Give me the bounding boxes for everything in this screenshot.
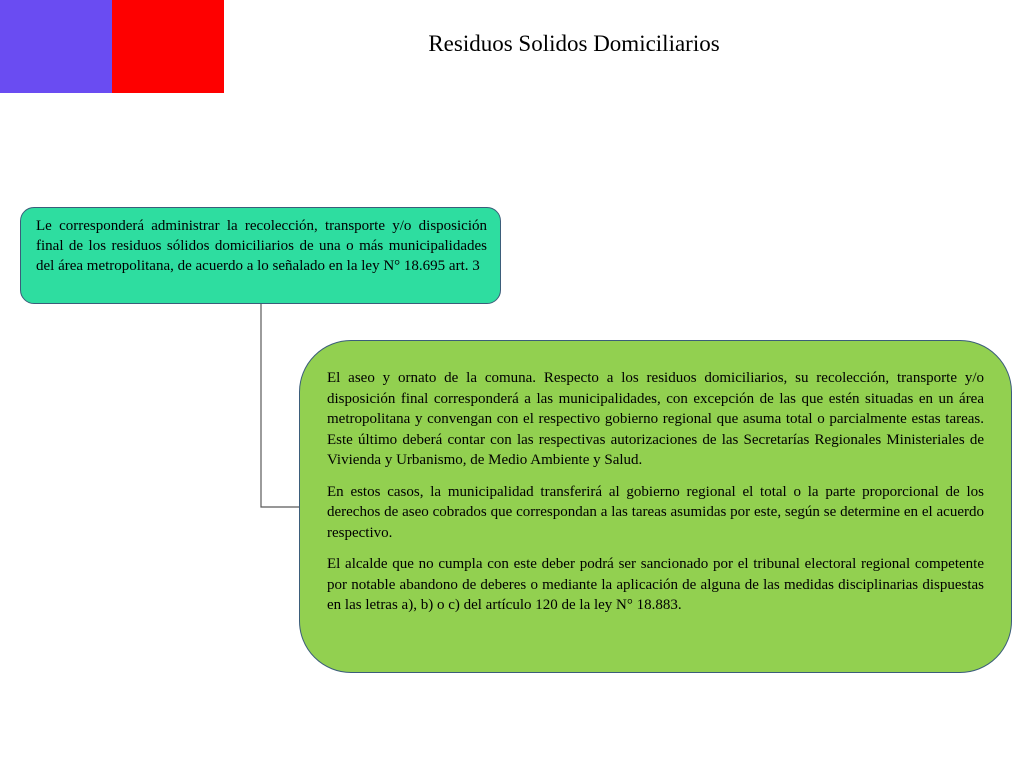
decorative-purple-block [0,0,112,93]
bottom-box-paragraph: El aseo y ornato de la comuna. Respecto a los residuos domiciliarios, su recolección, transporte y/o disposición final corresponderá a las municipalidades, con excepción de las que estén situadas en un área metropolitana y convengan con el respectivo gobierno regional que asuma total o parcialmente estas tareas. Este último deberá contar con las respectivas autorizaciones de las Secretarías Regionales Ministeriales de Vivienda y Urbanismo, de Medio Ambiente y Salud. [327,370,984,468]
connector-line [261,304,300,507]
bottom-box-paragraph: En estos casos, la municipalidad transferirá al gobierno regional el total o la parte proporcional de los derechos de aseo cobrados que correspondan a las tareas asumidas por este, según se determine en el acuerdo respectivo. [327,483,984,541]
top-box-text: Le corresponderá administrar la recolección, transporte y/o disposición final de los residuos sólidos domiciliarios de una o más municipalidades del área metropolitana, de acuerdo a lo señalado en la ley N° 18.695 art. 3 [36,218,487,274]
top-diagram-box [20,207,501,304]
bottom-diagram-box [299,340,1012,673]
slide-title: Residuos Solidos Domiciliarios [428,31,720,56]
decorative-red-block [112,0,224,93]
bottom-box-paragraph: El alcalde que no cumpla con este deber podrá ser sancionado por el tribunal electoral regional competente por notable abandono de deberes o mediante la aplicación de alguna de las medidas disciplinarias dispuestas en las letras a), b) o c) del artículo 120 de la ley N° 18.883. [327,556,984,613]
